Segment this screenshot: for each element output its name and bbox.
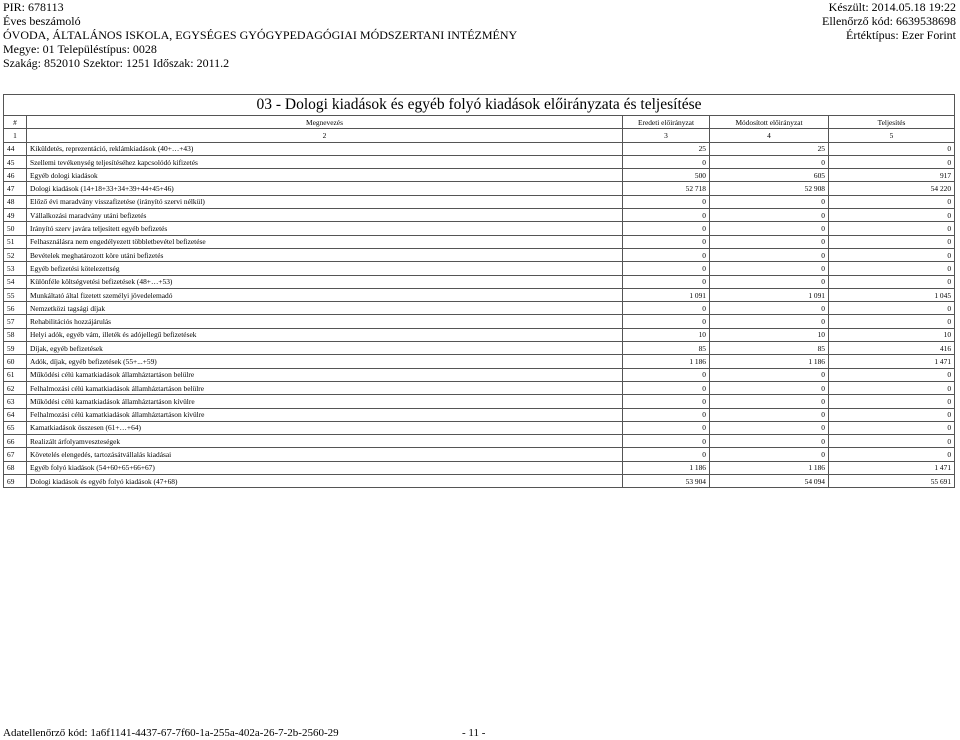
row-original-value: 0 xyxy=(623,235,710,248)
table-row xyxy=(4,421,955,434)
col-number: 1 xyxy=(4,129,27,142)
row-original-value: 0 xyxy=(623,262,710,275)
table-row xyxy=(4,328,955,341)
row-completed-value: 0 xyxy=(829,195,955,208)
row-name: Rehabilitációs hozzájárulás xyxy=(27,315,623,328)
row-modified-value: 0 xyxy=(710,435,829,448)
row-original-value: 0 xyxy=(623,315,710,328)
row-original-value: 1 186 xyxy=(623,355,710,368)
row-name: Dologi kiadások (14+18+33+34+39+44+45+46) xyxy=(27,182,623,195)
row-name: Adók, díjak, egyéb befizetések (55+...+59) xyxy=(27,355,623,368)
row-index: 60 xyxy=(4,355,27,368)
table-row xyxy=(4,342,955,355)
row-completed-value: 1 471 xyxy=(829,461,955,474)
row-index: 48 xyxy=(4,195,27,208)
row-index: 65 xyxy=(4,421,27,434)
row-index: 50 xyxy=(4,222,27,235)
row-modified-value: 85 xyxy=(710,342,829,355)
row-index: 69 xyxy=(4,475,27,488)
row-completed-value: 0 xyxy=(829,381,955,394)
row-name: Munkáltató által fizetett személyi jövedelemadó xyxy=(27,288,623,301)
row-completed-value: 0 xyxy=(829,395,955,408)
row-index: 66 xyxy=(4,435,27,448)
row-completed-value: 1 045 xyxy=(829,288,955,301)
row-name: Kiküldetés, reprezentáció, reklámkiadások (40+…+43) xyxy=(27,142,623,155)
row-modified-value: 0 xyxy=(710,235,829,248)
table-row xyxy=(4,368,955,381)
row-original-value: 1 091 xyxy=(623,288,710,301)
row-original-value: 25 xyxy=(623,142,710,155)
table-row xyxy=(4,222,955,235)
row-completed-value: 0 xyxy=(829,421,955,434)
table-row xyxy=(4,475,955,488)
row-name: Vállalkozási maradvány utáni befizetés xyxy=(27,209,623,222)
row-index: 51 xyxy=(4,235,27,248)
row-modified-value: 0 xyxy=(710,368,829,381)
value-type-line: Értéktípus: Ezer Forint xyxy=(846,28,956,42)
table-row xyxy=(4,461,955,474)
row-name: Kamatkiadások összesen (61+…+64) xyxy=(27,421,623,434)
check-code-line: Ellenőrző kód: 6639538698 xyxy=(822,14,956,28)
col-header-completed: Teljesítés xyxy=(829,116,955,129)
row-modified-value: 0 xyxy=(710,222,829,235)
row-completed-value: 0 xyxy=(829,248,955,261)
table-row xyxy=(4,155,955,168)
row-completed-value: 0 xyxy=(829,262,955,275)
row-completed-value: 0 xyxy=(829,408,955,421)
row-name: Egyéb dologi kiadások xyxy=(27,169,623,182)
row-name: Előző évi maradvány visszafizetése (irányító szervi nélkül) xyxy=(27,195,623,208)
row-modified-value: 52 908 xyxy=(710,182,829,195)
col-header-name: Megnevezés xyxy=(27,116,623,129)
data-control-code: Adatellenőrző kód: 1a6f1141-4437-67-7f60-1a-255a-402a-26-7-2b-2560-29 xyxy=(3,727,339,739)
row-name: Díjak, egyéb befizetések xyxy=(27,342,623,355)
row-completed-value: 0 xyxy=(829,315,955,328)
table-row xyxy=(4,435,955,448)
row-name: Egyéb befizetési kötelezettség xyxy=(27,262,623,275)
table-row xyxy=(4,408,955,421)
row-index: 67 xyxy=(4,448,27,461)
row-completed-value: 0 xyxy=(829,209,955,222)
row-name: Követelés elengedés, tartozásátvállalás kiadásai xyxy=(27,448,623,461)
table-row xyxy=(4,275,955,288)
table-row xyxy=(4,182,955,195)
row-index: 53 xyxy=(4,262,27,275)
row-index: 64 xyxy=(4,408,27,421)
row-index: 63 xyxy=(4,395,27,408)
table-row xyxy=(4,248,955,261)
row-index: 47 xyxy=(4,182,27,195)
col-number: 3 xyxy=(623,129,710,142)
row-original-value: 0 xyxy=(623,368,710,381)
row-original-value: 0 xyxy=(623,448,710,461)
table-row xyxy=(4,288,955,301)
row-modified-value: 0 xyxy=(710,275,829,288)
row-index: 49 xyxy=(4,209,27,222)
row-completed-value: 0 xyxy=(829,222,955,235)
row-completed-value: 917 xyxy=(829,169,955,182)
column-header-row xyxy=(4,116,955,129)
table-row xyxy=(4,381,955,394)
row-modified-value: 0 xyxy=(710,395,829,408)
row-modified-value: 0 xyxy=(710,302,829,315)
row-index: 52 xyxy=(4,248,27,261)
table-title-row xyxy=(4,95,955,116)
row-completed-value: 0 xyxy=(829,275,955,288)
table-row xyxy=(4,315,955,328)
row-completed-value: 0 xyxy=(829,142,955,155)
row-completed-value: 10 xyxy=(829,328,955,341)
row-index: 61 xyxy=(4,368,27,381)
row-original-value: 500 xyxy=(623,169,710,182)
row-original-value: 0 xyxy=(623,381,710,394)
row-original-value: 0 xyxy=(623,195,710,208)
row-original-value: 53 904 xyxy=(623,475,710,488)
row-completed-value: 0 xyxy=(829,435,955,448)
row-original-value: 85 xyxy=(623,342,710,355)
table-row xyxy=(4,302,955,315)
col-header-modified: Módosított előirányzat xyxy=(710,116,829,129)
col-header-index: # xyxy=(4,116,27,129)
row-modified-value: 54 094 xyxy=(710,475,829,488)
table-row xyxy=(4,142,955,155)
row-original-value: 10 xyxy=(623,328,710,341)
row-original-value: 0 xyxy=(623,421,710,434)
column-number-row xyxy=(4,129,955,142)
report-type-line: Éves beszámoló xyxy=(3,14,81,28)
row-index: 54 xyxy=(4,275,27,288)
table-row xyxy=(4,448,955,461)
row-completed-value: 1 471 xyxy=(829,355,955,368)
table-row xyxy=(4,355,955,368)
row-completed-value: 54 220 xyxy=(829,182,955,195)
row-original-value: 0 xyxy=(623,408,710,421)
row-modified-value: 0 xyxy=(710,209,829,222)
row-name: Realizált árfolyamveszteségek xyxy=(27,435,623,448)
row-index: 46 xyxy=(4,169,27,182)
col-number: 2 xyxy=(27,129,623,142)
table-row xyxy=(4,395,955,408)
pir-line: PIR: 678113 xyxy=(3,0,64,14)
header-left xyxy=(3,0,517,70)
row-index: 59 xyxy=(4,342,27,355)
page-number: - 11 - xyxy=(462,727,486,739)
row-modified-value: 1 186 xyxy=(710,355,829,368)
row-index: 44 xyxy=(4,142,27,155)
row-modified-value: 0 xyxy=(710,195,829,208)
row-completed-value: 0 xyxy=(829,235,955,248)
row-original-value: 0 xyxy=(623,302,710,315)
sector-period-line: Szakág: 852010 Szektor: 1251 Időszak: 2011.2 xyxy=(3,56,230,70)
row-modified-value: 0 xyxy=(710,448,829,461)
col-header-original: Eredeti előirányzat xyxy=(623,116,710,129)
row-index: 55 xyxy=(4,288,27,301)
row-original-value: 0 xyxy=(623,209,710,222)
table-row xyxy=(4,262,955,275)
row-modified-value: 25 xyxy=(710,142,829,155)
row-original-value: 0 xyxy=(623,435,710,448)
row-original-value: 0 xyxy=(623,222,710,235)
table-row xyxy=(4,209,955,222)
row-name: Helyi adók, egyéb vám, illeték és adójellegű befizetések xyxy=(27,328,623,341)
row-name: Bevételek meghatározott köre utáni befizetés xyxy=(27,248,623,261)
row-completed-value: 0 xyxy=(829,448,955,461)
row-modified-value: 10 xyxy=(710,328,829,341)
row-index: 58 xyxy=(4,328,27,341)
row-original-value: 0 xyxy=(623,155,710,168)
header-right xyxy=(822,0,956,42)
row-completed-value: 0 xyxy=(829,155,955,168)
row-name: Irányító szerv javára teljesített egyéb befizetés xyxy=(27,222,623,235)
row-name: Különféle költségvetési befizetések (48+…+53) xyxy=(27,275,623,288)
row-modified-value: 0 xyxy=(710,315,829,328)
report-table xyxy=(3,94,955,488)
row-name: Felhalmozási célú kamatkiadások államháztartáson kívülre xyxy=(27,408,623,421)
row-index: 68 xyxy=(4,461,27,474)
row-original-value: 0 xyxy=(623,275,710,288)
row-name: Felhalmozási célú kamatkiadások államháztartáson belülre xyxy=(27,381,623,394)
row-name: Dologi kiadások és egyéb folyó kiadások (47+68) xyxy=(27,475,623,488)
row-original-value: 0 xyxy=(623,395,710,408)
row-name: Felhasználásra nem engedélyezett többletbevétel befizetése xyxy=(27,235,623,248)
row-index: 62 xyxy=(4,381,27,394)
row-modified-value: 0 xyxy=(710,381,829,394)
row-name: Szellemi tevékenység teljesítéséhez kapcsolódó kifizetés xyxy=(27,155,623,168)
table-row xyxy=(4,169,955,182)
row-original-value: 52 718 xyxy=(623,182,710,195)
institution-name-line: ÓVODA, ÁLTALÁNOS ISKOLA, EGYSÉGES GYÓGYPEDAGÓGIAI MÓDSZERTANI INTÉZMÉNY xyxy=(3,28,518,42)
row-modified-value: 0 xyxy=(710,421,829,434)
row-original-value: 1 186 xyxy=(623,461,710,474)
row-completed-value: 416 xyxy=(829,342,955,355)
county-line: Megye: 01 Településtípus: 0028 xyxy=(3,42,157,56)
row-modified-value: 1 186 xyxy=(710,461,829,474)
row-modified-value: 1 091 xyxy=(710,288,829,301)
col-number: 5 xyxy=(829,129,955,142)
row-original-value: 0 xyxy=(623,248,710,261)
row-completed-value: 0 xyxy=(829,368,955,381)
row-index: 57 xyxy=(4,315,27,328)
row-index: 45 xyxy=(4,155,27,168)
row-name: Egyéb folyó kiadások (54+60+65+66+67) xyxy=(27,461,623,474)
table-row xyxy=(4,235,955,248)
table-title: 03 - Dologi kiadások és egyéb folyó kiadások előirányzata és teljesítése xyxy=(4,95,955,116)
row-index: 56 xyxy=(4,302,27,315)
table-row xyxy=(4,195,955,208)
row-completed-value: 0 xyxy=(829,302,955,315)
col-number: 4 xyxy=(710,129,829,142)
row-name: Nemzetközi tagsági díjak xyxy=(27,302,623,315)
created-line: Készült: 2014.05.18 19:22 xyxy=(828,0,956,14)
row-modified-value: 0 xyxy=(710,248,829,261)
row-name: Működési célú kamatkiadások államháztartáson kívülre xyxy=(27,395,623,408)
row-modified-value: 605 xyxy=(710,169,829,182)
table-body xyxy=(4,142,955,488)
row-completed-value: 55 691 xyxy=(829,475,955,488)
row-modified-value: 0 xyxy=(710,155,829,168)
row-modified-value: 0 xyxy=(710,408,829,421)
row-name: Működési célú kamatkiadások államháztartáson belülre xyxy=(27,368,623,381)
row-modified-value: 0 xyxy=(710,262,829,275)
